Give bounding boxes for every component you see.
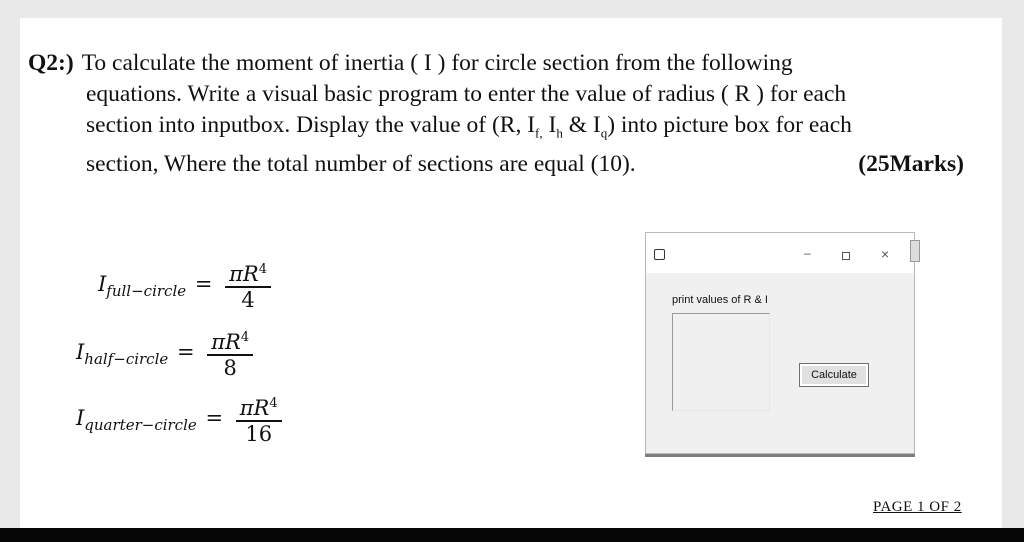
photo-border-left <box>0 0 20 542</box>
form-app-icon <box>654 249 665 260</box>
formula-half-circle: $I_{half-circle}$ = $\frac{\pi R^4}{8}$ <box>76 326 253 380</box>
question-line-2: equations. Write a visual basic program to enter the value of radius ( R ) for each <box>86 81 847 107</box>
close-button[interactable]: × <box>881 246 890 262</box>
page-number: PAGE 1 OF 2 <box>873 499 962 515</box>
marks-label: (25Marks) <box>858 150 964 177</box>
question-line-1: Q2:) To calculate the moment of inertia ( I ) for circle section from the following <box>28 50 793 76</box>
calculate-button[interactable]: Calculate <box>799 363 869 387</box>
picture-box[interactable] <box>672 313 770 411</box>
photo-border-top <box>0 0 1024 18</box>
question-text <box>28 48 988 180</box>
question-line-4: section, Where the total number of sections are equal (10). (25Marks) <box>28 149 988 180</box>
formula-full-circle: $I_{full-circle}$ = $\frac{\pi R^4}{4}$ <box>98 258 271 312</box>
window-edge-fragment <box>910 240 920 262</box>
question-label: Q2:) <box>28 50 74 76</box>
maximize-button[interactable] <box>842 252 850 260</box>
formula-quarter-circle: $I_{quarter-circle}$ = $\frac{\pi R^4}{16}$ <box>76 392 282 446</box>
print-values-label: print values of R & I <box>672 294 768 306</box>
vb-form-window <box>645 232 915 454</box>
form-titlebar <box>646 233 914 273</box>
photo-border-right <box>1002 0 1024 542</box>
minimize-button[interactable]: – <box>804 246 811 260</box>
photo-border-bottom <box>0 528 1024 542</box>
question-line-3: section into inputbox. Display the value of (R, $I_{f,}$ $I_h$ & $I_q$) into picture box for each <box>86 112 852 141</box>
